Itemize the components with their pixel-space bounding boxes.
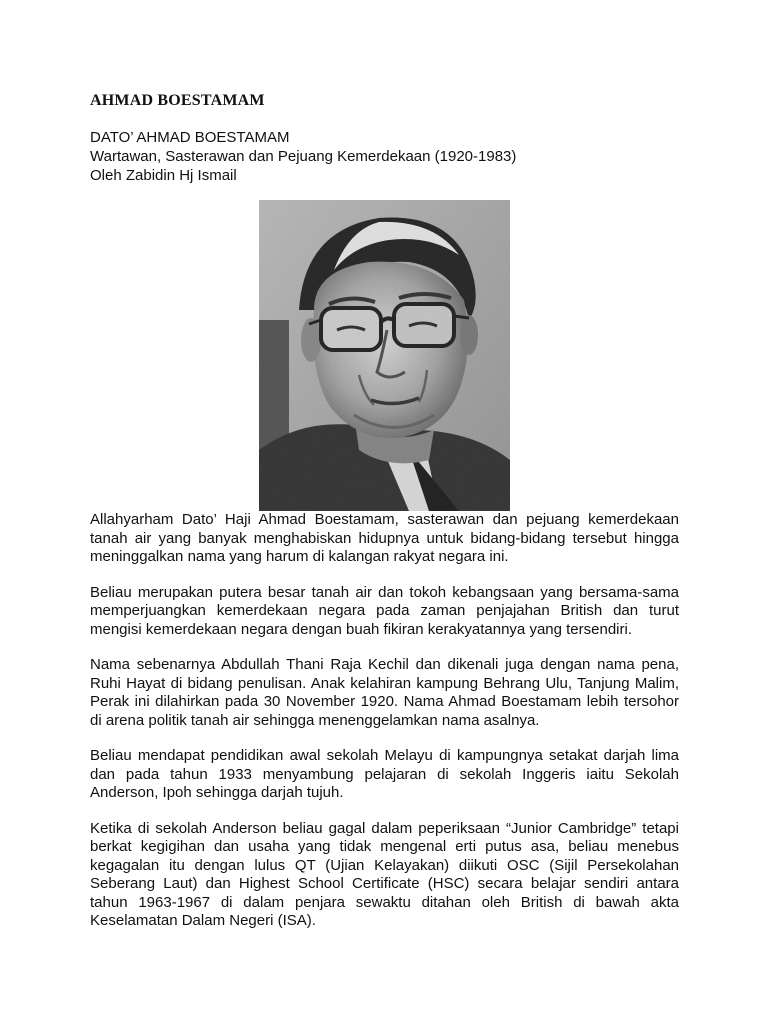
article-description: Wartawan, Sasterawan dan Pejuang Kemerdekaan (1920-1983) — [90, 148, 517, 165]
portrait-photo — [259, 200, 510, 511]
paragraph-4: Beliau mendapat pendidikan awal sekolah Melayu di kampungnya setakat darjah lima dan pada tahun 1933 menyambung pelajaran di sekolah Inggeris iaitu Sekolah Anderson, Ipoh sehingga darjah tujuh. — [90, 747, 679, 801]
paragraph-2: Beliau merupakan putera besar tanah air dan tokoh kebangsaan yang bersama-sama memperjuangkan kemerdekaan negara pada zaman penjajahan British dan turut mengisi kemerdekaan negara dengan buah fikiran kerakyatannya yang tersendiri. — [90, 583, 679, 638]
article-header — [90, 128, 516, 185]
paragraph-1: Allahyarham Dato’ Haji Ahmad Boestamam, sasterawan dan pejuang kemerdekaan tanah air yang banyak menghabiskan hidupnya untuk bidang-bidang tersebut hingga meninggalkan nama yang harum di kalangan rakyat negara ini. — [90, 511, 679, 565]
article-body — [90, 511, 679, 948]
article-subtitle: DATO’ AHMAD BOESTAMAM — [90, 129, 290, 146]
document-title: AHMAD BOESTAMAM — [90, 92, 265, 109]
article-author: Oleh Zabidin Hj Ismail — [90, 167, 237, 184]
paragraph-3: Nama sebenarnya Abdullah Thani Raja Kechil dan dikenali juga dengan nama pena, Ruhi Hayat di bidang penulisan. Anak kelahiran kampung Behrang Ulu, Tanjung Malim, Perak ini dilahirkan pada 30 November 1920. Nama Ahmad Boestamam lebih tersohor di arena politik tanah air sehingga menenggelamkan nama asalnya. — [90, 656, 679, 729]
paragraph-5: Ketika di sekolah Anderson beliau gagal dalam peperiksaan “Junior Cambridge” tetapi berkat kegigihan dan usaha yang tidak mengenal erti putus asa, beliau menebus kegagalan itu dengan lulus QT (Ujian Kelayakan) diikuti OSC (Sijil Persekolahan Seberang Laut) dan Highest School Certificate (HSC) secara belajar sendiri antara tahun 1963-1967 di dalam penjara sewaktu ditahan oleh British di bawah akta Keselamatan Dalam Negeri (ISA). — [90, 819, 679, 929]
